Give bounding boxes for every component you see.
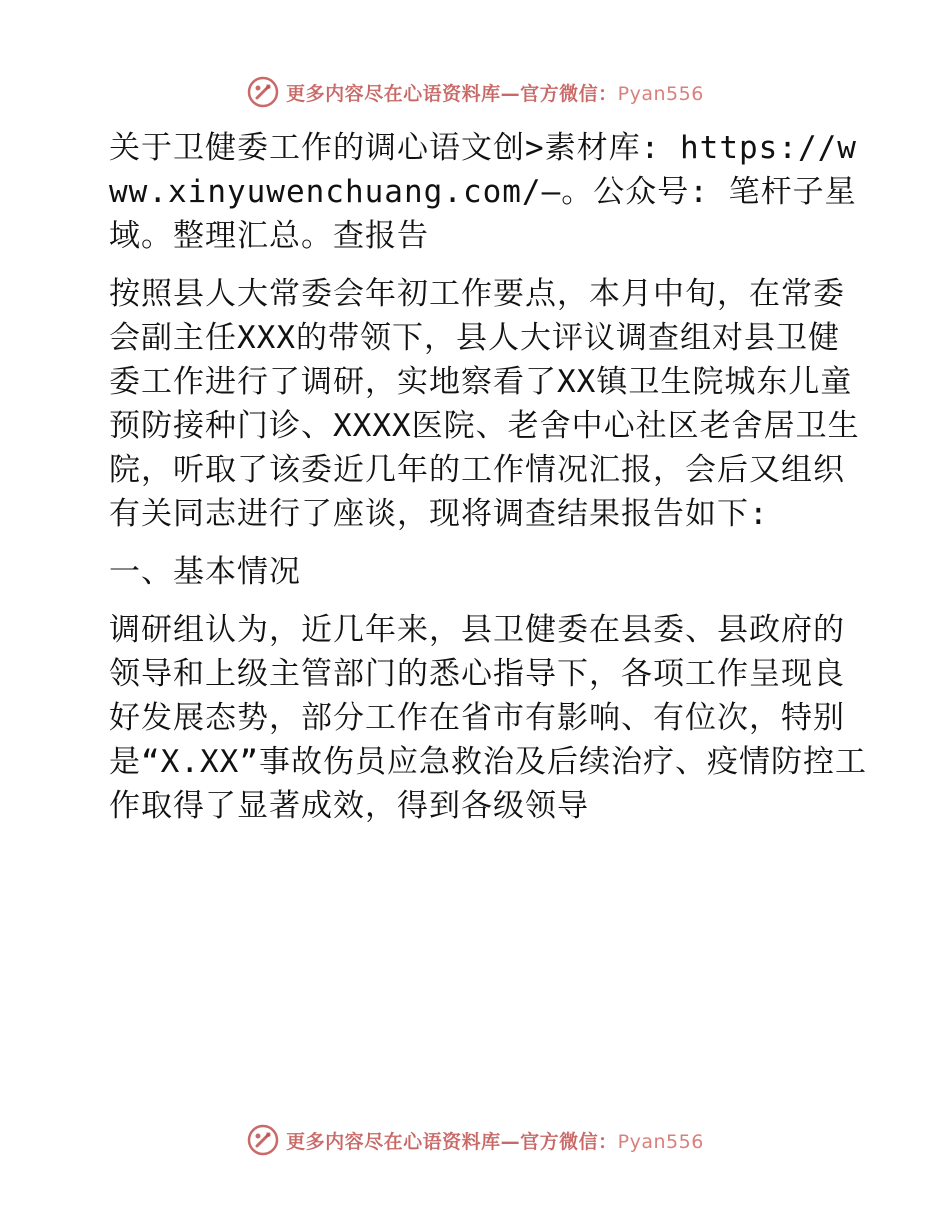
footer-watermark-text: 更多内容尽在心语资料库—官方微信：Pyan556 [286, 1130, 704, 1153]
paragraph-basic-situation: 调研组认为，近几年来，县卫健委在县委、县政府的领导和上级主管部门的悉心指导下，各项工作呈现良好发展态势，部分工作在省市有影响、有位次，特别是“X.XX”事故伤员应急救治及后续治疗、疫情防控工作取得了显著成效，得到各级领导 [109, 612, 867, 824]
xinyu-logo-icon [246, 1123, 280, 1157]
footer-wechat-id: Pyan556 [617, 1130, 704, 1153]
document-title-line: 关于卫健委工作的调心语文创>素材库: https://www.xinyuwenchuang.com/—。公众号: 笔杆子星域。整理汇总。查报告 [109, 130, 857, 254]
header-watermark-text: 更多内容尽在心语资料库—官方微信：Pyan556 [286, 82, 704, 105]
paragraph-intro: 按照县人大常委会年初工作要点，本月中旬，在常委会副主任XXX的带领下，县人大评议调查组对县卫健委工作进行了调研，实地察看了XX镇卫生院城东儿童预防接种门诊、XXXX医院、老舍中心社区老舍居卫生院，听取了该委近几年的工作情况汇报，会后又组织有关同志进行了座谈，现将调查结果报告如下: [109, 276, 860, 532]
xinyu-logo-icon [246, 75, 280, 109]
header-wechat-id: Pyan556 [617, 82, 704, 105]
section-heading-basic-situation: 一、基本情况 [109, 554, 301, 590]
document-body [97, 126, 867, 828]
footer-watermark-banner [0, 1118, 950, 1162]
header-watermark-banner [0, 70, 950, 114]
